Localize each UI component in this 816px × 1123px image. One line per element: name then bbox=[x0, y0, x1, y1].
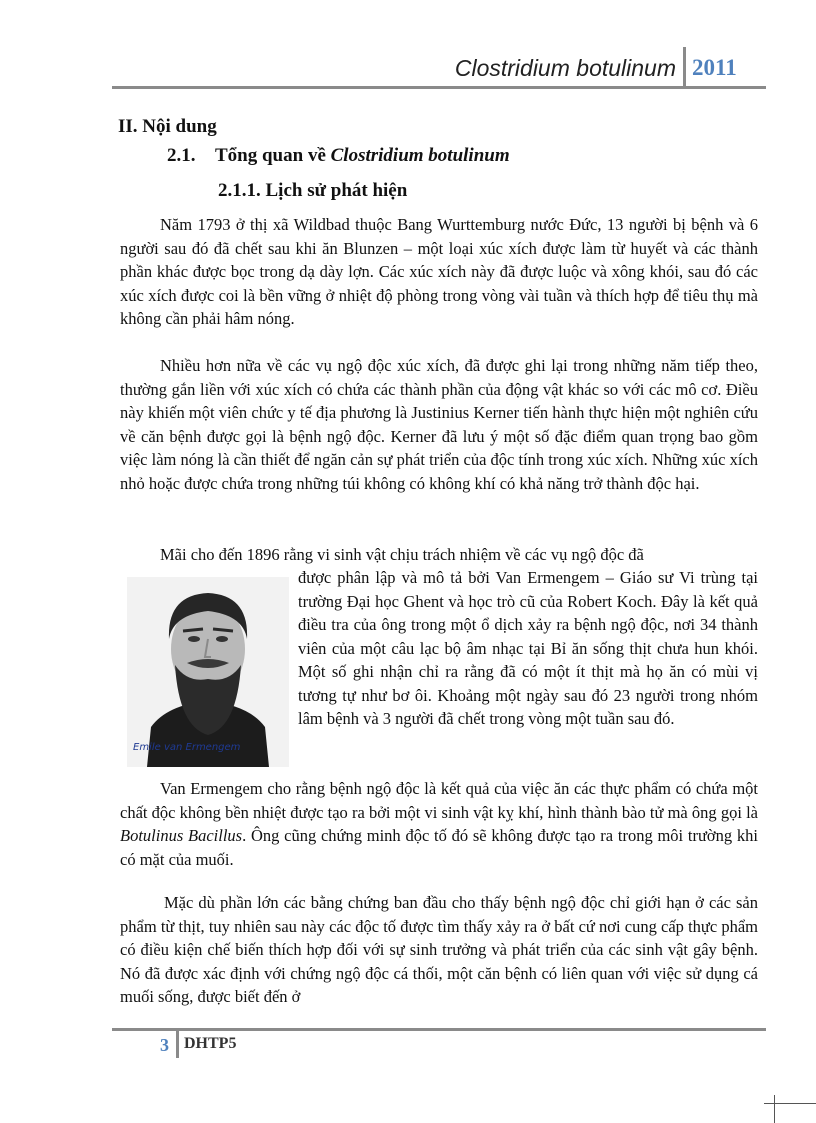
paragraph-5: Mặc dù phần lớn các bằng chứng ban đầu cho thấy bệnh ngộ độc chỉ giới hạn ở các sản phẩm từ thịt, tuy nhiên sau này các độc tố được tìm thấy xảy ra ở bất cứ nơi cung cấp thực phẩm có điều kiện chế biến thích hợp đối với sự sinh trưởng và phát triển của các sinh vật gây bệnh. Nó đã được xác định với chứng ngộ độc cá thối, một căn bệnh có liên quan với việc sử dụng cá muối sống, được biết đến ở bbox=[120, 893, 758, 1006]
section-heading: II. Nội dung bbox=[118, 116, 217, 137]
page-number: 3 bbox=[160, 1035, 169, 1055]
paragraph-4 bbox=[120, 777, 758, 871]
header-title: Clostridium botulinum bbox=[454, 55, 676, 81]
footer-rule bbox=[112, 1028, 766, 1031]
paragraph-3-first-line: Mãi cho đến 1896 rằng vi sinh vật chịu trách nhiệm về các vụ ngộ độc đã bbox=[160, 545, 644, 564]
header-rule bbox=[112, 86, 766, 89]
footer-label: DHTP5 bbox=[184, 1035, 237, 1052]
paragraph-4-italic: Botulinus Bacillus bbox=[120, 826, 243, 845]
crop-mark-vertical bbox=[774, 1095, 775, 1123]
subsubsection-heading: 2.1.1. Lịch sử phát hiện bbox=[218, 180, 408, 201]
portrait-icon bbox=[127, 577, 289, 767]
header-divider bbox=[683, 47, 686, 87]
subsection-number: 2.1. bbox=[167, 145, 196, 166]
paragraph-4-text-a: Van Ermengem cho rằng bệnh ngộ độc là kết quả của việc ăn các thực phẩm có chứa một chất độc không bền nhiệt được tạo ra bởi một vi sinh vật kỵ khí, hình thành bào tử mà ông gọi là bbox=[120, 779, 758, 822]
subsection-text: Tổng quan về bbox=[215, 145, 331, 166]
portrait-photo bbox=[127, 577, 289, 767]
paragraph-1: Năm 1793 ở thị xã Wildbad thuộc Bang Wurttemburg nước Đức, 13 người bị bệnh và 6 người sau đó đã chết sau khi ăn Blunzen – một loại xúc xích được làm từ huyết và các thành phần khác được bọc trong dạ dày lợn. Các xúc xích này đã được luộc và xông khói, sau đó các xúc xích được coi là bền vững ở nhiệt độ phòng trong vòng vài tuần và thích hợp để tiêu thụ mà không cần phải hâm nóng. bbox=[120, 215, 758, 328]
subsection-heading bbox=[167, 145, 510, 167]
footer-divider bbox=[176, 1030, 179, 1058]
subsection-italic: Clostridium botulinum bbox=[330, 145, 510, 166]
paragraph-4-text-b: . Ông cũng chứng minh độc tố đó sẽ không được tạo ra trong môi trường khi có mặt của muối. bbox=[120, 826, 758, 869]
crop-mark-horizontal bbox=[764, 1103, 816, 1104]
header-year: 2011 bbox=[692, 55, 737, 80]
photo-caption: Emile van Ermengem bbox=[133, 742, 241, 753]
paragraph-2: Nhiều hơn nữa về các vụ ngộ độc xúc xích, đã được ghi lại trong những năm tiếp theo, thường gắn liền với xúc xích có chứa các thành phần của động vật khác so với các mô cơ. Điều này khiến một viên chức y tế địa phương là Justinius Kerner tiến hành thực hiện một nghiên cứu về căn bệnh được gọi là bệnh ngộ độc. Kerner đã lưu ý một số đặc điểm quan trọng bao gồm việc làm nóng là cần thiết để ngăn cản sự phát triển của độc tính trong xúc xích. Những xúc xích nhỏ hoặc được chứa trong những túi không có không khí có khả năng trở thành độc hại. bbox=[120, 356, 758, 493]
paragraph-3-rest: được phân lập và mô tả bởi Van Ermengem – Giáo sư Vi trùng tại trường Đại học Ghent và học trò cũ của Robert Koch. Đây là kết quả điều tra của ông trong một ổ dịch xảy ra bệnh ngộ độc, nơi 34 thành viên của một câu lạc bộ âm nhạc tại Bỉ ăn sống thịt chưa hun khói. Một số ghi nhận chỉ ra rằng đã có một ít thịt mà họ ăn có mùi vị tương tự như bơ ôi. Khoảng một ngày sau đó 23 người trong nhóm lâm bệnh và 3 người đã chết trong vòng một tuần sau đó. bbox=[298, 568, 758, 728]
